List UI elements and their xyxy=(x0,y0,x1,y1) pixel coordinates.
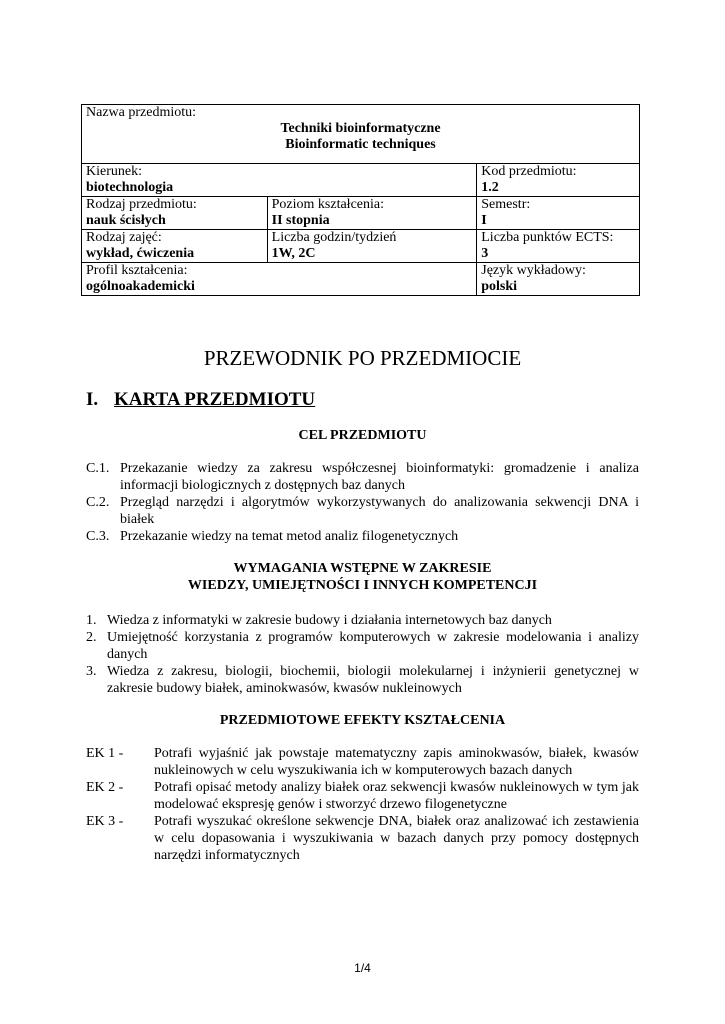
goal-text: Przekazanie wiedzy na temat metod analiz filogenetycznych xyxy=(120,529,459,544)
list-item xyxy=(86,745,639,779)
outcome-text: Potrafi wyjaśnić jak powstaje matematyczny zapis aminokwasów, białek, kwasów nukleinowych w celu wyszukiwania ich w komputerowych bazach danych xyxy=(154,746,639,778)
requirement-label: 1. xyxy=(86,613,97,628)
field-value: biotechnologia xyxy=(86,180,174,195)
requirements-title-line2: WIEDZY, UMIEJĘTNOŚCI I INNYCH KOMPETENCJI xyxy=(187,578,538,593)
section-heading xyxy=(86,388,315,412)
subject-name-pl: Techniki bioinformatyczne xyxy=(280,121,441,136)
classes-label: Rodzaj zajęć: xyxy=(86,230,162,245)
list-item xyxy=(86,528,639,545)
hours-value: 1W, 2C xyxy=(271,246,316,261)
list-item xyxy=(86,779,639,813)
list-item xyxy=(86,629,639,663)
list-item xyxy=(86,813,639,864)
requirements-title-line1: WYMAGANIA WSTĘPNE W ZAKRESIE xyxy=(233,561,492,576)
type-cell xyxy=(82,197,268,230)
language-value: polski xyxy=(481,279,518,294)
level-value: II stopnia xyxy=(271,213,330,228)
main-title: PRZEWODNIK PO PRZEDMIOCIE xyxy=(203,346,522,370)
type-label: Rodzaj przedmiotu: xyxy=(86,197,197,212)
list-item xyxy=(86,460,639,494)
level-cell xyxy=(267,197,477,230)
language-label: Język wykładowy: xyxy=(481,263,586,278)
goal-label: C.1. xyxy=(86,461,110,476)
code-value: 1.2 xyxy=(481,180,499,195)
level-label: Poziom kształcenia: xyxy=(271,197,384,212)
subject-name-cell xyxy=(82,105,640,164)
semester-value: I xyxy=(481,213,487,228)
subject-name-en: Bioinformatic techniques xyxy=(285,137,436,152)
requirement-label: 2. xyxy=(86,630,97,645)
classes-value: wykład, ćwiczenia xyxy=(86,246,195,261)
goal-label: C.3. xyxy=(86,529,110,544)
page-number: 1/4 xyxy=(354,961,371,975)
outcome-text: Potrafi wyszukać określone sekwencje DNA, białek oraz analizować ich zestawienia w celu dopasowania i wyszukiwania w bazach danych przy pomocy dostępnych narzędzi informatycznych xyxy=(154,814,639,863)
goal-text: Przegląd narzędzi i algorytmów wykorzystywanych do analizowania sekwencji DNA i białek xyxy=(120,495,639,527)
outcomes-title: PRZEDMIOTOWE EFEKTY KSZTAŁCENIA xyxy=(219,713,506,728)
code-label: Kod przedmiotu: xyxy=(481,164,577,179)
goals-title: CEL PRZEDMIOTU xyxy=(298,428,427,443)
field-cell xyxy=(82,164,477,197)
requirement-label: 3. xyxy=(86,664,97,679)
list-item xyxy=(86,663,639,697)
subject-label: Nazwa przedmiotu: xyxy=(86,105,197,120)
hours-cell xyxy=(267,230,477,263)
type-value: nauk ścisłych xyxy=(86,213,166,228)
profile-label: Profil kształcenia: xyxy=(86,263,188,278)
list-item xyxy=(86,494,639,528)
requirement-text: Wiedza z zakresu, biologii, biochemii, biologii molekularnej i inżynierii genetycznej w zakresie budowy białek, aminokwasów, kwasów nukleinowych xyxy=(107,664,639,696)
semester-label: Semestr: xyxy=(481,197,531,212)
goal-label: C.2. xyxy=(86,495,110,510)
requirement-text: Umiejętność korzystania z programów komputerowych w zakresie modelowania i analizy danych xyxy=(107,630,639,662)
list-item xyxy=(86,612,639,629)
requirement-text: Wiedza z informatyki w zakresie budowy i działania internetowych baz danych xyxy=(107,613,552,628)
ects-label: Liczba punktów ECTS: xyxy=(481,230,614,245)
outcome-label: EK 2 - xyxy=(86,780,124,795)
classes-cell xyxy=(82,230,268,263)
section-title: KARTA PRZEDMIOTU xyxy=(114,389,316,410)
code-cell xyxy=(477,164,640,197)
outcome-text: Potrafi opisać metody analizy białek oraz sekwencji kwasów nukleinowych w tym jak modelować ekspresję genów i stworzyć drzewo filogenetyczne xyxy=(154,780,639,812)
field-label: Kierunek: xyxy=(86,164,142,179)
outcome-label: EK 1 - xyxy=(86,746,124,761)
hours-label: Liczba godzin/tydzień xyxy=(271,230,397,245)
language-cell xyxy=(477,263,640,296)
profile-value: ogólnoakademicki xyxy=(86,279,195,294)
ects-cell xyxy=(477,230,640,263)
profile-cell xyxy=(82,263,477,296)
course-info-table xyxy=(81,104,640,296)
outcome-label: EK 3 - xyxy=(86,814,124,829)
ects-value: 3 xyxy=(481,246,489,261)
goal-text: Przekazanie wiedzy za zakresu współczesnej bioinformatyki: gromadzenie i analiza informacji biologicznych z dostępnych baz danych xyxy=(120,461,639,493)
semester-cell xyxy=(477,197,640,230)
section-number: I. xyxy=(86,389,99,410)
